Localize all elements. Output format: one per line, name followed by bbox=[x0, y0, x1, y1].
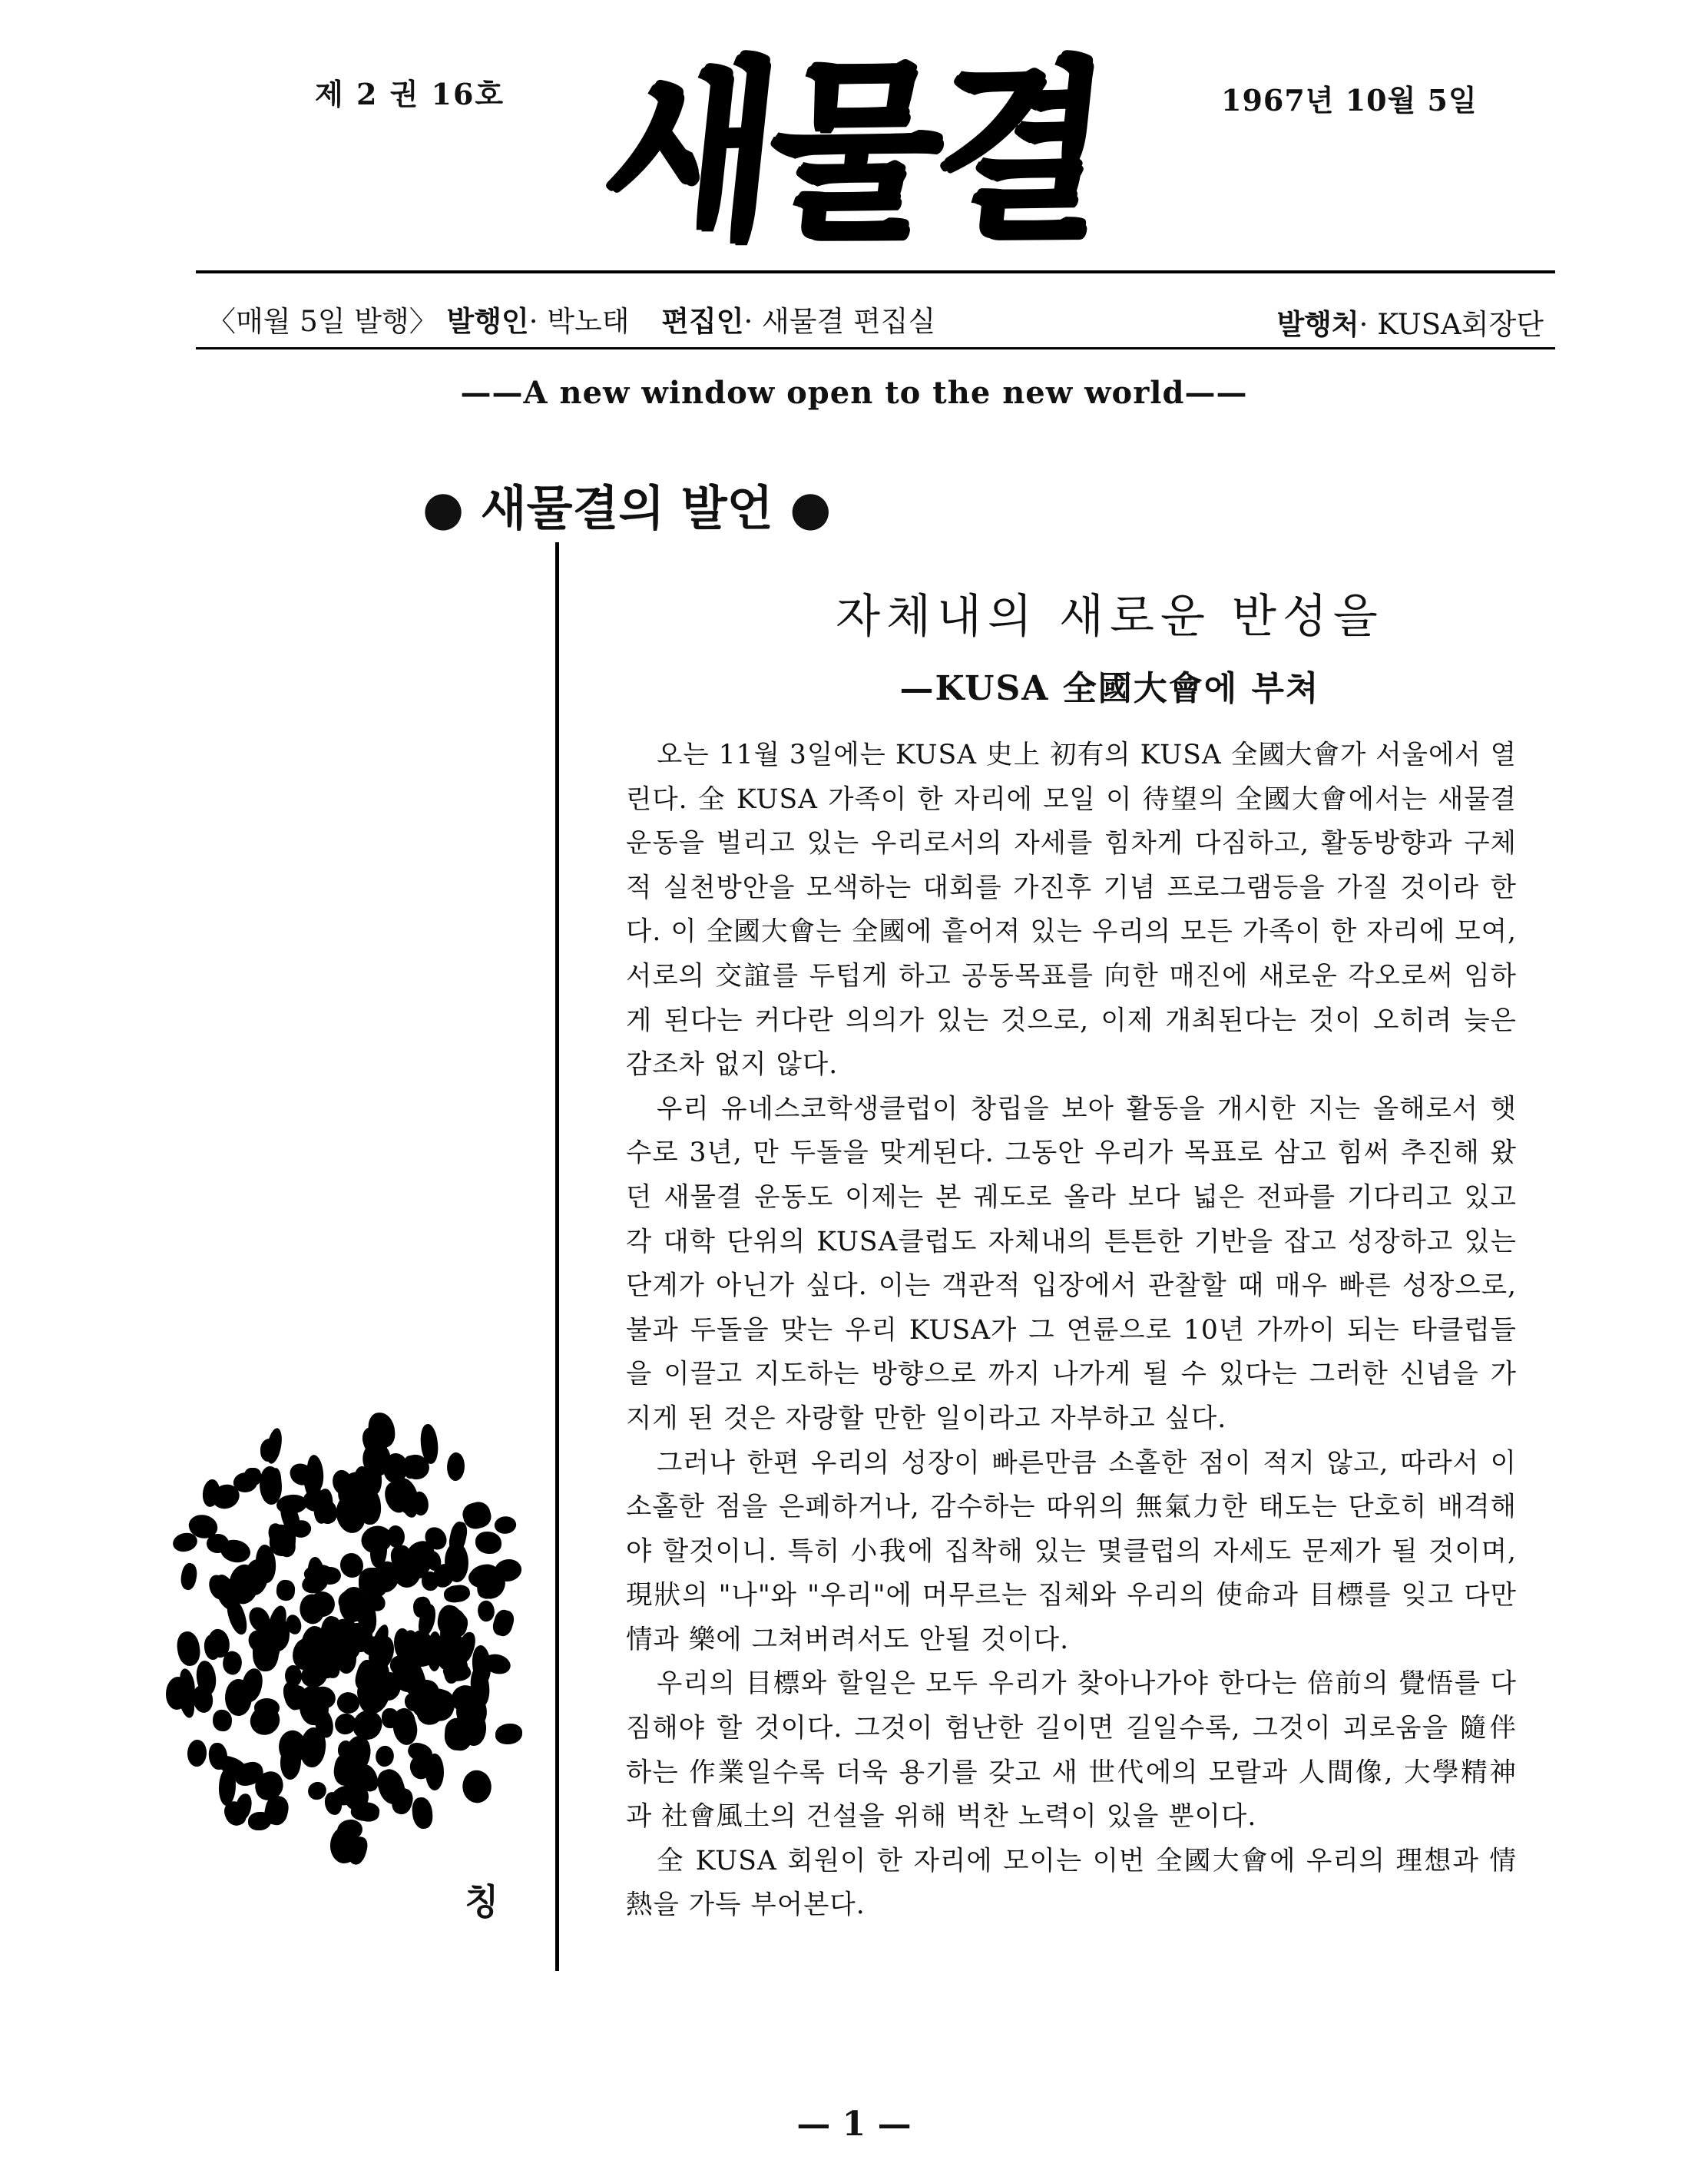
ink-blot bbox=[186, 1738, 207, 1767]
ink-blot bbox=[458, 1767, 495, 1806]
ink-blot bbox=[224, 1679, 253, 1717]
article-body bbox=[626, 734, 1517, 1928]
top-rule bbox=[196, 270, 1555, 273]
ink-blot bbox=[260, 1439, 280, 1463]
ink-blot bbox=[492, 1513, 518, 1537]
editor-name: · 새물결 편집실 bbox=[743, 305, 936, 338]
article-paragraph: 우리의 目標와 할일은 모두 우리가 찾아나가야 한다는 倍前의 覺悟를 다짐해야 할 것이다. 그것이 험난한 길이면 길일수록, 그것이 괴로움을 隨伴하는 作業일수록 더욱 용기를 갖고 새 世代에의 모랄과 人間像, 大學精神과 社會風土의 건설을 위해 벅찬 노력이 있을 뿐이다. bbox=[626, 1668, 1517, 1833]
ink-blot bbox=[276, 1579, 296, 1601]
article-paragraph: 우리 유네스코학생클럽이 창립을 보아 활동을 개시한 지는 올해로서 햇수로 3년, 만 두돌을 맞게된다. 그동안 우리가 목표로 삼고 힘써 추진해 왔던 새물결 운동도 이제는 본 궤도로 올라 보다 넓은 전파를 기다리고 있고 각 대학 단위의 KUSA클럽도 자체내의 튼튼한 기반을 잡고 성장하고 있는 단계가 아닌가 싶다. 이는 객관적 입장에서 관찰할 때 매우 빠른 성장으로, 불과 두돌을 맞는 우리 KUSA가 그 연륜으로 10년 가까이 되는 타클럽들을 이끌고 지도하는 방향으로 까지 나가게 될 수 있다는 그러한 신념을 가지게 된 것은 자랑할 만한 일이라고 자부하고 싶다. bbox=[626, 1093, 1517, 1434]
tagline: ——A new window open to the new world—— bbox=[460, 375, 1248, 411]
ink-blot bbox=[285, 1685, 309, 1710]
issuer-name: · KUSA회장단 bbox=[1359, 308, 1544, 341]
ink-blot bbox=[175, 1630, 202, 1667]
column-divider bbox=[555, 542, 559, 1971]
issue-date: 1967년 10월 5일 bbox=[1221, 83, 1478, 118]
ink-blot bbox=[373, 1744, 396, 1768]
article-paragraph: 그러나 한편 우리의 성장이 빠른만큼 소홀한 점이 적지 않고, 따라서 이 소홀한 점을 은폐하거나, 감수하는 따위의 無氣力한 태도는 단호히 배격해야 할것이니. 특히 小我에 집착해 있는 몇클럽의 자세도 문제가 될 것이며, 現狀의 "나"와 "우리"에 머무르는 집체와 우리의 使命과 目標를 잊고 다만 情과 樂에 그쳐버려서도 안될 것이다. bbox=[626, 1447, 1517, 1655]
ink-blot bbox=[268, 1524, 296, 1557]
bottom-rule bbox=[196, 347, 1555, 349]
ink-blot bbox=[421, 1571, 439, 1591]
article-paragraph: 全 KUSA 회원이 한 자리에 모이는 이번 全國大會에 우리의 理想과 情熱을 가득 부어본다. bbox=[626, 1845, 1517, 1921]
publication-info bbox=[207, 292, 1544, 346]
ink-blot bbox=[253, 1697, 280, 1717]
publication-schedule: 〈매월 5일 발행〉 bbox=[207, 305, 438, 338]
artwork-signature: 칭 bbox=[465, 1881, 499, 1923]
ink-artwork bbox=[161, 1398, 545, 1951]
ink-blot bbox=[475, 1531, 502, 1553]
ink-blot bbox=[445, 1452, 467, 1482]
publication-info-right bbox=[1276, 301, 1544, 343]
ink-blot bbox=[412, 1797, 434, 1830]
article-title: 자체내의 새로운 반성을 bbox=[836, 590, 1384, 644]
masthead-title: 새물결 bbox=[594, 42, 1111, 264]
issuer-label: 발행처 bbox=[1276, 307, 1359, 341]
publication-info-left bbox=[207, 298, 935, 339]
editor-label: 편집인 bbox=[661, 304, 744, 338]
publisher-name: · 박노태 bbox=[528, 305, 630, 338]
page-number: — 1 — bbox=[796, 2105, 912, 2144]
publisher-label: 발행인 bbox=[446, 304, 529, 338]
article-subtitle: —KUSA 全國大會에 부쳐 bbox=[899, 669, 1320, 708]
article-paragraph: 오는 11월 3일에는 KUSA 史上 初有의 KUSA 全國大會가 서울에서 열린다. 全 KUSA 가족이 한 자리에 모일 이 待望의 全國大會에서는 새물결 운동을 벌리고 있는 우리로서의 자세를 힘차게 다짐하고, 활동방향과 구체적 실천방안을 모색하는 대회를 가진후 기념 프로그램등을 가질 것이라 한다. 이 全國大會는 全國에 흩어져 있는 우리의 모든 가족이 한 자리에 모여, 서로의 交誼를 두텁게 하고 공동목표를 向한 매진에 새로운 각오로써 임하게 된다는 커다란 의의가 있는 것으로, 이제 개최된다는 것이 오히려 늦은 감조차 없지 않다. bbox=[626, 740, 1517, 1081]
ink-blot bbox=[319, 1567, 341, 1585]
ink-blot bbox=[208, 1742, 228, 1770]
ink-blot bbox=[495, 1724, 523, 1744]
issue-number: 제 2 권 16호 bbox=[315, 77, 505, 111]
ink-blot bbox=[179, 1562, 200, 1591]
section-heading: ● 새물결의 발언 ● bbox=[422, 480, 832, 536]
